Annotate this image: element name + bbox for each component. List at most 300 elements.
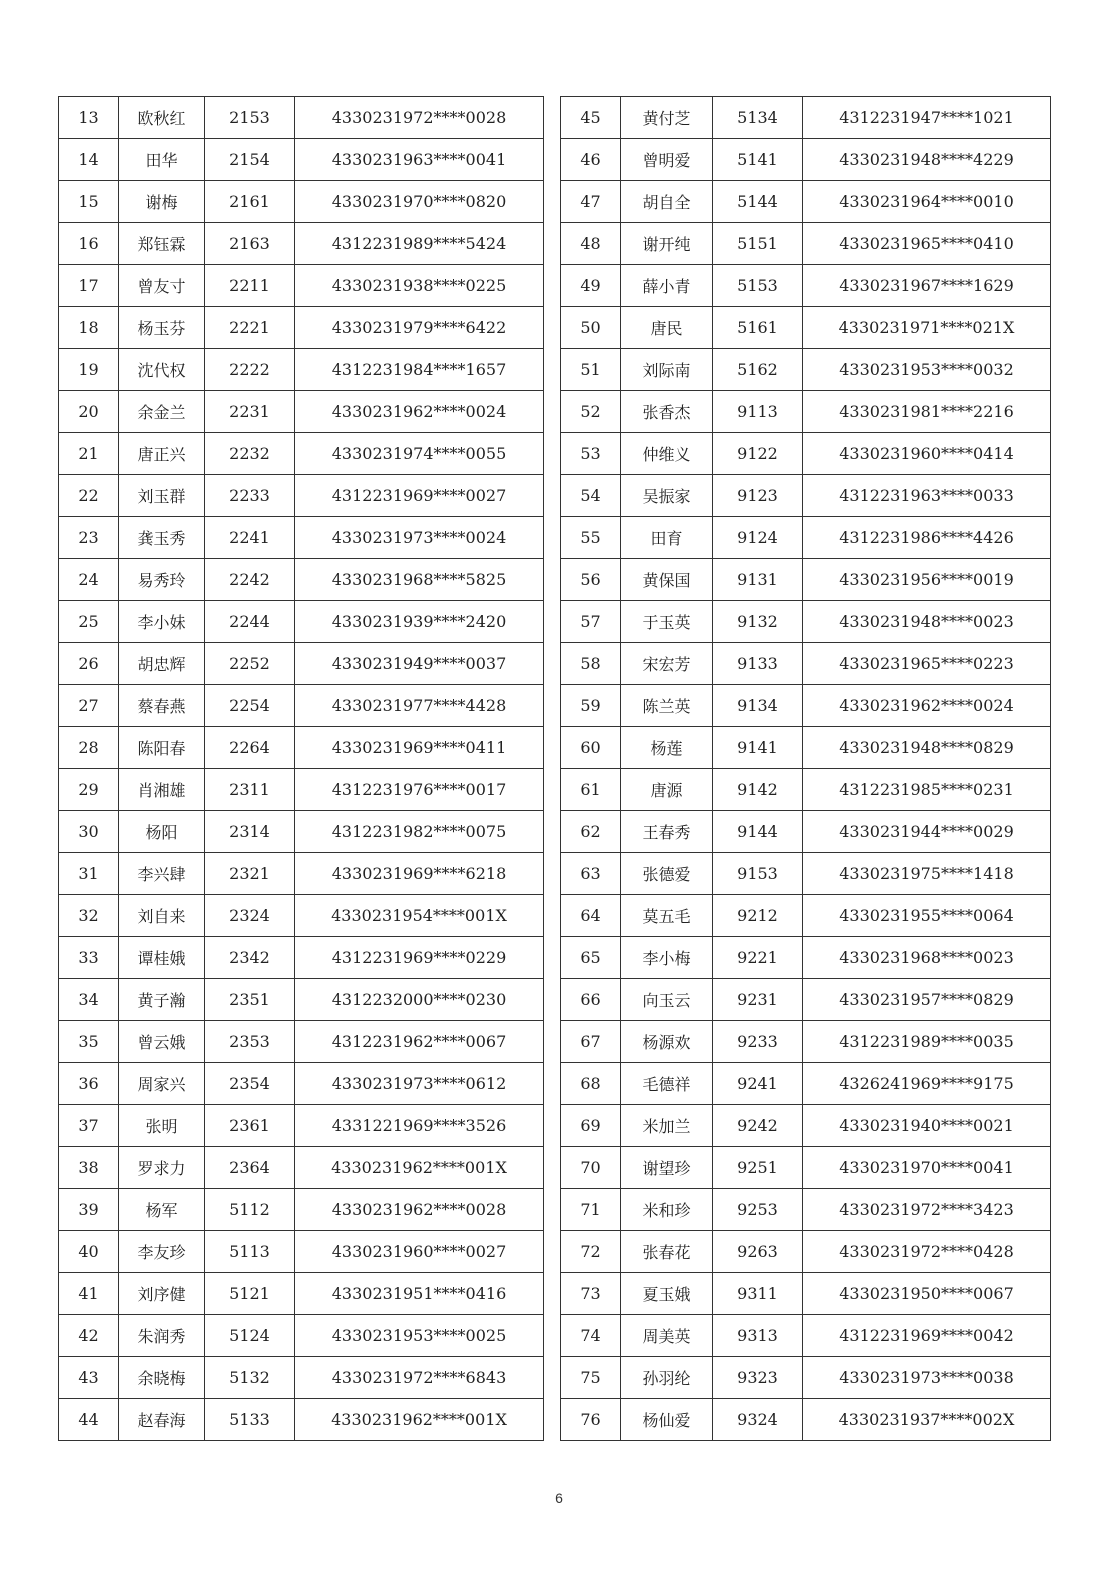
row-number-cell: 25 <box>59 601 119 643</box>
name-cell: 黄子瀚 <box>119 979 205 1021</box>
table-row <box>561 1147 1051 1189</box>
name-cell: 仲维义 <box>621 433 713 475</box>
row-number-cell: 54 <box>561 475 621 517</box>
code-cell: 9141 <box>713 727 803 769</box>
name-cell: 曾友寸 <box>119 265 205 307</box>
table-row <box>561 727 1051 769</box>
code-cell: 5141 <box>713 139 803 181</box>
row-number-cell: 28 <box>59 727 119 769</box>
id-number-cell: 4330231940****0021 <box>803 1105 1051 1147</box>
row-number-cell: 15 <box>59 181 119 223</box>
name-cell: 于玉英 <box>621 601 713 643</box>
id-number-cell: 4330231960****0027 <box>295 1231 544 1273</box>
id-number-cell: 4330231972****0428 <box>803 1231 1051 1273</box>
id-number-cell: 4330231939****2420 <box>295 601 544 643</box>
table-row <box>561 601 1051 643</box>
id-number-cell: 4330231953****0032 <box>803 349 1051 391</box>
id-number-cell: 4330231962****001X <box>295 1147 544 1189</box>
table-row <box>59 1273 544 1315</box>
name-cell: 杨阳 <box>119 811 205 853</box>
table-row <box>561 1063 1051 1105</box>
id-number-cell: 4330231967****1629 <box>803 265 1051 307</box>
name-cell: 张春花 <box>621 1231 713 1273</box>
id-number-cell: 4330231962****0028 <box>295 1189 544 1231</box>
id-number-cell: 4330231981****2216 <box>803 391 1051 433</box>
id-number-cell: 4312231969****0027 <box>295 475 544 517</box>
row-number-cell: 27 <box>59 685 119 727</box>
table-row <box>59 223 544 265</box>
name-cell: 杨仙爱 <box>621 1399 713 1441</box>
id-number-cell: 4330231969****6218 <box>295 853 544 895</box>
row-number-cell: 41 <box>59 1273 119 1315</box>
name-cell: 谢开纯 <box>621 223 713 265</box>
row-number-cell: 61 <box>561 769 621 811</box>
row-number-cell: 22 <box>59 475 119 517</box>
id-number-cell: 4330231955****0064 <box>803 895 1051 937</box>
table-row <box>561 139 1051 181</box>
row-number-cell: 14 <box>59 139 119 181</box>
id-number-cell: 4330231944****0029 <box>803 811 1051 853</box>
table-row <box>59 1357 544 1399</box>
row-number-cell: 71 <box>561 1189 621 1231</box>
table-row <box>561 979 1051 1021</box>
name-cell: 肖湘雄 <box>119 769 205 811</box>
row-number-cell: 32 <box>59 895 119 937</box>
table-row <box>59 601 544 643</box>
row-number-cell: 62 <box>561 811 621 853</box>
id-number-cell: 4330231938****0225 <box>295 265 544 307</box>
name-cell: 王春秀 <box>621 811 713 853</box>
code-cell: 9233 <box>713 1021 803 1063</box>
name-cell: 易秀玲 <box>119 559 205 601</box>
row-number-cell: 51 <box>561 349 621 391</box>
name-cell: 宋宏芳 <box>621 643 713 685</box>
row-number-cell: 74 <box>561 1315 621 1357</box>
name-cell: 龚玉秀 <box>119 517 205 559</box>
row-number-cell: 24 <box>59 559 119 601</box>
table-row <box>561 853 1051 895</box>
row-number-cell: 69 <box>561 1105 621 1147</box>
table-row <box>59 643 544 685</box>
row-number-cell: 53 <box>561 433 621 475</box>
table-row <box>59 685 544 727</box>
code-cell: 5121 <box>205 1273 295 1315</box>
id-number-cell: 4330231937****002X <box>803 1399 1051 1441</box>
code-cell: 2163 <box>205 223 295 265</box>
code-cell: 2311 <box>205 769 295 811</box>
code-cell: 9134 <box>713 685 803 727</box>
table-row <box>59 1105 544 1147</box>
row-number-cell: 66 <box>561 979 621 1021</box>
name-cell: 曾明爱 <box>621 139 713 181</box>
table-row <box>561 97 1051 139</box>
id-number-cell: 4330231971****021X <box>803 307 1051 349</box>
row-number-cell: 68 <box>561 1063 621 1105</box>
table-row <box>561 1357 1051 1399</box>
id-number-cell: 4330231972****6843 <box>295 1357 544 1399</box>
id-number-cell: 4330231957****0829 <box>803 979 1051 1021</box>
id-number-cell: 4312231963****0033 <box>803 475 1051 517</box>
id-number-cell: 4330231979****6422 <box>295 307 544 349</box>
name-cell: 杨源欢 <box>621 1021 713 1063</box>
name-cell: 唐正兴 <box>119 433 205 475</box>
table-row <box>561 1189 1051 1231</box>
name-cell: 张德爱 <box>621 853 713 895</box>
code-cell: 9311 <box>713 1273 803 1315</box>
name-cell: 谢望珍 <box>621 1147 713 1189</box>
row-number-cell: 67 <box>561 1021 621 1063</box>
code-cell: 9251 <box>713 1147 803 1189</box>
code-cell: 9122 <box>713 433 803 475</box>
name-cell: 李友珍 <box>119 1231 205 1273</box>
code-cell: 2364 <box>205 1147 295 1189</box>
table-row <box>561 937 1051 979</box>
name-cell: 余晓梅 <box>119 1357 205 1399</box>
name-cell: 张明 <box>119 1105 205 1147</box>
code-cell: 9113 <box>713 391 803 433</box>
name-cell: 李小妹 <box>119 601 205 643</box>
row-number-cell: 58 <box>561 643 621 685</box>
id-number-cell: 4330231974****0055 <box>295 433 544 475</box>
code-cell: 9263 <box>713 1231 803 1273</box>
row-number-cell: 73 <box>561 1273 621 1315</box>
id-number-cell: 4330231960****0414 <box>803 433 1051 475</box>
name-cell: 谢梅 <box>119 181 205 223</box>
table-row <box>561 643 1051 685</box>
name-cell: 余金兰 <box>119 391 205 433</box>
table-row <box>561 1315 1051 1357</box>
table-row <box>59 559 544 601</box>
code-cell: 2342 <box>205 937 295 979</box>
name-cell: 李兴肆 <box>119 853 205 895</box>
row-number-cell: 60 <box>561 727 621 769</box>
id-number-cell: 4312231989****0035 <box>803 1021 1051 1063</box>
id-number-cell: 4312231969****0229 <box>295 937 544 979</box>
name-cell: 胡忠辉 <box>119 643 205 685</box>
name-cell: 赵春海 <box>119 1399 205 1441</box>
id-number-cell: 4330231975****1418 <box>803 853 1051 895</box>
code-cell: 9313 <box>713 1315 803 1357</box>
code-cell: 2254 <box>205 685 295 727</box>
id-number-cell: 4330231970****0820 <box>295 181 544 223</box>
table-row <box>561 1021 1051 1063</box>
name-cell: 朱润秀 <box>119 1315 205 1357</box>
code-cell: 2321 <box>205 853 295 895</box>
name-cell: 向玉云 <box>621 979 713 1021</box>
name-cell: 陈阳春 <box>119 727 205 769</box>
table-row <box>59 349 544 391</box>
id-number-cell: 4312231976****0017 <box>295 769 544 811</box>
id-number-cell: 4330231948****0023 <box>803 601 1051 643</box>
row-number-cell: 18 <box>59 307 119 349</box>
row-number-cell: 16 <box>59 223 119 265</box>
table-row <box>59 895 544 937</box>
table-row <box>59 307 544 349</box>
name-cell: 黄付芝 <box>621 97 713 139</box>
row-number-cell: 29 <box>59 769 119 811</box>
id-number-cell: 4330231965****0410 <box>803 223 1051 265</box>
table-row <box>561 1399 1051 1441</box>
row-number-cell: 59 <box>561 685 621 727</box>
row-number-cell: 17 <box>59 265 119 307</box>
name-cell: 蔡春燕 <box>119 685 205 727</box>
code-cell: 9323 <box>713 1357 803 1399</box>
code-cell: 2264 <box>205 727 295 769</box>
name-cell: 米和珍 <box>621 1189 713 1231</box>
table-row <box>561 391 1051 433</box>
row-number-cell: 57 <box>561 601 621 643</box>
table-row <box>561 433 1051 475</box>
table-row <box>59 979 544 1021</box>
code-cell: 2222 <box>205 349 295 391</box>
id-number-cell: 4330231948****0829 <box>803 727 1051 769</box>
name-cell: 莫五毛 <box>621 895 713 937</box>
table-row <box>561 559 1051 601</box>
table-row <box>59 265 544 307</box>
code-cell: 5112 <box>205 1189 295 1231</box>
code-cell: 2241 <box>205 517 295 559</box>
name-cell: 夏玉娥 <box>621 1273 713 1315</box>
name-cell: 刘序健 <box>119 1273 205 1315</box>
code-cell: 5113 <box>205 1231 295 1273</box>
code-cell: 2232 <box>205 433 295 475</box>
row-number-cell: 23 <box>59 517 119 559</box>
name-cell: 胡自全 <box>621 181 713 223</box>
name-cell: 曾云娥 <box>119 1021 205 1063</box>
name-cell: 谭桂娥 <box>119 937 205 979</box>
row-number-cell: 44 <box>59 1399 119 1441</box>
row-number-cell: 48 <box>561 223 621 265</box>
row-number-cell: 55 <box>561 517 621 559</box>
row-number-cell: 70 <box>561 1147 621 1189</box>
code-cell: 2361 <box>205 1105 295 1147</box>
row-number-cell: 30 <box>59 811 119 853</box>
table-row <box>59 937 544 979</box>
id-number-cell: 4330231962****0024 <box>295 391 544 433</box>
id-number-cell: 4312231984****1657 <box>295 349 544 391</box>
row-number-cell: 40 <box>59 1231 119 1273</box>
roster-table-right-body <box>561 97 1051 1441</box>
table-row <box>59 97 544 139</box>
row-number-cell: 46 <box>561 139 621 181</box>
code-cell: 5153 <box>713 265 803 307</box>
code-cell: 9241 <box>713 1063 803 1105</box>
row-number-cell: 64 <box>561 895 621 937</box>
code-cell: 2252 <box>205 643 295 685</box>
id-number-cell: 4312231986****4426 <box>803 517 1051 559</box>
code-cell: 9221 <box>713 937 803 979</box>
code-cell: 2233 <box>205 475 295 517</box>
table-row <box>561 895 1051 937</box>
row-number-cell: 65 <box>561 937 621 979</box>
table-row <box>561 517 1051 559</box>
row-number-cell: 72 <box>561 1231 621 1273</box>
code-cell: 9253 <box>713 1189 803 1231</box>
table-row <box>59 475 544 517</box>
id-number-cell: 4330231970****0041 <box>803 1147 1051 1189</box>
code-cell: 2324 <box>205 895 295 937</box>
code-cell: 2221 <box>205 307 295 349</box>
code-cell: 2211 <box>205 265 295 307</box>
id-number-cell: 4312231947****1021 <box>803 97 1051 139</box>
id-number-cell: 4312232000****0230 <box>295 979 544 1021</box>
name-cell: 张香杰 <box>621 391 713 433</box>
table-row <box>561 685 1051 727</box>
table-row <box>59 139 544 181</box>
row-number-cell: 76 <box>561 1399 621 1441</box>
id-number-cell: 4330231973****0038 <box>803 1357 1051 1399</box>
id-number-cell: 4330231973****0612 <box>295 1063 544 1105</box>
row-number-cell: 38 <box>59 1147 119 1189</box>
code-cell: 5161 <box>713 307 803 349</box>
id-number-cell: 4330231973****0024 <box>295 517 544 559</box>
name-cell: 杨玉芬 <box>119 307 205 349</box>
id-number-cell: 4312231982****0075 <box>295 811 544 853</box>
code-cell: 9242 <box>713 1105 803 1147</box>
row-number-cell: 63 <box>561 853 621 895</box>
name-cell: 田育 <box>621 517 713 559</box>
code-cell: 2354 <box>205 1063 295 1105</box>
table-row <box>59 1147 544 1189</box>
table-row <box>59 1021 544 1063</box>
table-row <box>59 391 544 433</box>
name-cell: 郑钰霖 <box>119 223 205 265</box>
code-cell: 2242 <box>205 559 295 601</box>
id-number-cell: 4330231951****0416 <box>295 1273 544 1315</box>
table-row <box>59 1189 544 1231</box>
row-number-cell: 43 <box>59 1357 119 1399</box>
code-cell: 2153 <box>205 97 295 139</box>
roster-table-right <box>560 96 1051 1441</box>
name-cell: 刘自来 <box>119 895 205 937</box>
name-cell: 刘际南 <box>621 349 713 391</box>
name-cell: 周美英 <box>621 1315 713 1357</box>
code-cell: 5132 <box>205 1357 295 1399</box>
id-number-cell: 4330231953****0025 <box>295 1315 544 1357</box>
id-number-cell: 4312231969****0042 <box>803 1315 1051 1357</box>
table-row <box>59 853 544 895</box>
code-cell: 2353 <box>205 1021 295 1063</box>
row-number-cell: 33 <box>59 937 119 979</box>
table-row <box>561 475 1051 517</box>
code-cell: 9144 <box>713 811 803 853</box>
name-cell: 罗求力 <box>119 1147 205 1189</box>
table-row <box>59 181 544 223</box>
id-number-cell: 4330231969****0411 <box>295 727 544 769</box>
id-number-cell: 4330231965****0223 <box>803 643 1051 685</box>
name-cell: 唐民 <box>621 307 713 349</box>
id-number-cell: 4330231956****0019 <box>803 559 1051 601</box>
id-number-cell: 4312231962****0067 <box>295 1021 544 1063</box>
roster-table-left <box>58 96 544 1441</box>
code-cell: 5133 <box>205 1399 295 1441</box>
row-number-cell: 56 <box>561 559 621 601</box>
id-number-cell: 4330231968****0023 <box>803 937 1051 979</box>
code-cell: 2314 <box>205 811 295 853</box>
row-number-cell: 13 <box>59 97 119 139</box>
name-cell: 沈代权 <box>119 349 205 391</box>
id-number-cell: 4330231948****4229 <box>803 139 1051 181</box>
id-number-cell: 4312231989****5424 <box>295 223 544 265</box>
id-number-cell: 4330231977****4428 <box>295 685 544 727</box>
id-number-cell: 4312231985****0231 <box>803 769 1051 811</box>
id-number-cell: 4330231972****3423 <box>803 1189 1051 1231</box>
table-row <box>59 769 544 811</box>
id-number-cell: 4330231964****0010 <box>803 181 1051 223</box>
code-cell: 9142 <box>713 769 803 811</box>
row-number-cell: 49 <box>561 265 621 307</box>
code-cell: 9133 <box>713 643 803 685</box>
id-number-cell: 4330231962****0024 <box>803 685 1051 727</box>
row-number-cell: 36 <box>59 1063 119 1105</box>
name-cell: 田华 <box>119 139 205 181</box>
code-cell: 5124 <box>205 1315 295 1357</box>
table-row <box>59 811 544 853</box>
id-number-cell: 4331221969****3526 <box>295 1105 544 1147</box>
row-number-cell: 34 <box>59 979 119 1021</box>
code-cell: 2231 <box>205 391 295 433</box>
table-row <box>59 1399 544 1441</box>
table-row <box>59 1231 544 1273</box>
row-number-cell: 26 <box>59 643 119 685</box>
name-cell: 杨莲 <box>621 727 713 769</box>
table-row <box>561 265 1051 307</box>
roster-table-left-body <box>59 97 544 1441</box>
name-cell: 欧秋红 <box>119 97 205 139</box>
name-cell: 陈兰英 <box>621 685 713 727</box>
table-row <box>561 349 1051 391</box>
id-number-cell: 4330231950****0067 <box>803 1273 1051 1315</box>
id-number-cell: 4330231949****0037 <box>295 643 544 685</box>
id-number-cell: 4330231954****001X <box>295 895 544 937</box>
code-cell: 5162 <box>713 349 803 391</box>
code-cell: 2244 <box>205 601 295 643</box>
code-cell: 9231 <box>713 979 803 1021</box>
code-cell: 2154 <box>205 139 295 181</box>
name-cell: 周家兴 <box>119 1063 205 1105</box>
table-row <box>561 1273 1051 1315</box>
code-cell: 9124 <box>713 517 803 559</box>
table-row <box>561 223 1051 265</box>
row-number-cell: 35 <box>59 1021 119 1063</box>
row-number-cell: 45 <box>561 97 621 139</box>
table-row <box>561 1231 1051 1273</box>
row-number-cell: 21 <box>59 433 119 475</box>
row-number-cell: 42 <box>59 1315 119 1357</box>
name-cell: 米加兰 <box>621 1105 713 1147</box>
code-cell: 2351 <box>205 979 295 1021</box>
name-cell: 薛小青 <box>621 265 713 307</box>
table-row <box>561 811 1051 853</box>
table-row <box>59 433 544 475</box>
code-cell: 9324 <box>713 1399 803 1441</box>
code-cell: 5151 <box>713 223 803 265</box>
table-row <box>561 181 1051 223</box>
name-cell: 毛德祥 <box>621 1063 713 1105</box>
code-cell: 9153 <box>713 853 803 895</box>
name-cell: 唐源 <box>621 769 713 811</box>
id-number-cell: 4326241969****9175 <box>803 1063 1051 1105</box>
row-number-cell: 75 <box>561 1357 621 1399</box>
code-cell: 5144 <box>713 181 803 223</box>
row-number-cell: 39 <box>59 1189 119 1231</box>
id-number-cell: 4330231968****5825 <box>295 559 544 601</box>
id-number-cell: 4330231963****0041 <box>295 139 544 181</box>
table-row <box>561 307 1051 349</box>
name-cell: 黄保国 <box>621 559 713 601</box>
row-number-cell: 47 <box>561 181 621 223</box>
code-cell: 5134 <box>713 97 803 139</box>
